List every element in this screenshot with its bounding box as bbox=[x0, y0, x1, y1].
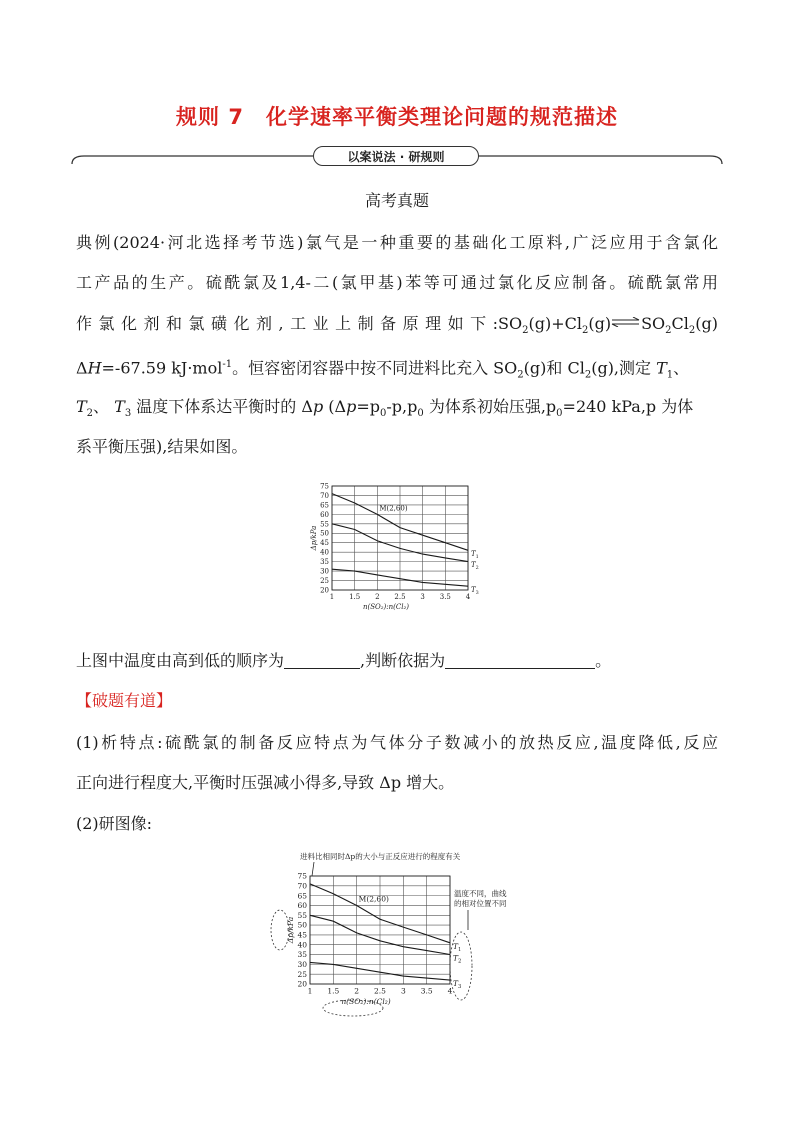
x-tick-label: 2 bbox=[375, 593, 380, 601]
callout-top-pointer bbox=[312, 862, 314, 876]
callout-right-2: 的相对位置不同 bbox=[454, 899, 507, 908]
y-tick-label: 35 bbox=[320, 558, 329, 567]
rule-label: 规则 7 bbox=[176, 105, 244, 129]
y-tick-label: 65 bbox=[320, 501, 329, 510]
hint-line-3: (2)研图像: bbox=[76, 814, 153, 833]
y-tick-label: 30 bbox=[297, 959, 307, 969]
problem-line-6: 系平衡压强),结果如图。 bbox=[76, 437, 248, 456]
y-axis-label: Δp/kPa bbox=[309, 525, 318, 551]
x-tick-label: 3.5 bbox=[420, 986, 433, 996]
series-label-t1: $T_1$ bbox=[471, 549, 479, 560]
line-chart bbox=[290, 478, 495, 628]
x-tick-label: 1 bbox=[307, 986, 313, 996]
answer-blank-order[interactable] bbox=[284, 652, 360, 669]
problem-line-3: 作氯化剂和氯磺化剂,工业上制备原理如下$:SO_2(g)+Cl_2(g)$ $SO_2Cl_2(g)$ bbox=[76, 314, 718, 337]
problem-line-1: 典例(2024·河北选择考节选)氯气是一种重要的基础化工原料,广泛应用于含氯化 bbox=[76, 233, 718, 252]
x-tick-label: 4 bbox=[447, 986, 453, 996]
problem-line-5: $T_2$、 $T_3$ 温度下体系达平衡时的 Δp ($\Delta p=p_0-p,p_0$ 为体系初始压强$,p_0=240$ kPa,p 为体 bbox=[76, 397, 694, 420]
x-tick-label: 3.5 bbox=[439, 593, 451, 601]
equilibrium-arrow-icon bbox=[611, 317, 641, 327]
series-label-t3: $T_3$ bbox=[471, 585, 479, 596]
y-tick-label: 50 bbox=[320, 529, 329, 538]
example-label: 典例 bbox=[76, 233, 114, 252]
callout-top: 进料比相同时Δp的大小与正反应进行的程度有关 bbox=[300, 852, 461, 861]
y-tick-label: 60 bbox=[320, 510, 329, 519]
page-title bbox=[0, 101, 794, 131]
x-tick-label: 1.5 bbox=[327, 986, 340, 996]
callout-right-1: 温度不同，曲线 bbox=[454, 889, 507, 898]
hint-line-1: (1)析特点:硫酰氯的制备反应特点为气体分子数减小的放热反应,温度降低,反应 bbox=[76, 733, 718, 752]
section-badge: 以案说法 · 研规则 bbox=[313, 146, 479, 166]
x-tick-label: 2.5 bbox=[394, 593, 406, 601]
chart-plot bbox=[310, 482, 479, 611]
hint-line-2: 正向进行程度大,平衡时压强减小得多,导致 Δp 增大。 bbox=[76, 773, 455, 792]
series-label-t1: $T_1$ bbox=[453, 941, 462, 953]
reaction-equation: $SO_2(g)+Cl_2(g)$ $SO_2Cl_2(g)$ bbox=[498, 314, 718, 337]
y-tick-label: 40 bbox=[320, 548, 329, 557]
x-tick-label: 2 bbox=[354, 986, 360, 996]
point-annotation: M(2,60) bbox=[379, 504, 408, 513]
y-tick-label: 70 bbox=[297, 881, 307, 891]
x-tick-label: 3 bbox=[400, 986, 406, 996]
y-tick-label: 50 bbox=[297, 920, 307, 930]
point-annotation: M(2,60) bbox=[358, 894, 389, 904]
x-tick-label: 3 bbox=[420, 593, 425, 601]
series-label-t2: $T_2$ bbox=[471, 561, 479, 572]
chart-plot bbox=[286, 872, 462, 1006]
question-line: 上图中温度由高到低的顺序为 ,判断依据为 。 bbox=[76, 651, 612, 670]
answer-blank-reason[interactable] bbox=[445, 652, 595, 669]
y-axis-label: Δp/kPa bbox=[285, 916, 295, 944]
y-tick-label: 70 bbox=[320, 491, 329, 500]
annotated-chart bbox=[268, 848, 508, 1018]
example-source: (2024·河北选择考节选) bbox=[113, 233, 304, 252]
x-axis-label: n(SO₂):n(Cl₂) bbox=[362, 603, 410, 611]
section-heading: 高考真题 bbox=[364, 191, 429, 210]
y-tick-label: 45 bbox=[297, 930, 307, 940]
y-tick-label: 55 bbox=[297, 910, 307, 920]
y-tick-label: 65 bbox=[297, 891, 307, 901]
y-tick-label: 75 bbox=[297, 871, 307, 881]
y-tick-label: 20 bbox=[297, 979, 307, 989]
y-tick-label: 75 bbox=[320, 482, 329, 491]
y-tick-label: 45 bbox=[320, 539, 329, 548]
y-tick-label: 25 bbox=[297, 969, 307, 979]
x-tick-label: 1.5 bbox=[349, 593, 361, 601]
series-label-t2: $T_2$ bbox=[453, 953, 462, 965]
y-tick-label: 35 bbox=[297, 950, 307, 960]
hint-heading: 【破题有道】 bbox=[76, 691, 173, 710]
y-tick-label: 55 bbox=[320, 520, 329, 529]
y-tick-label: 40 bbox=[297, 940, 307, 950]
problem-line-2: 工产品的生产。硫酰氯及1,4-二(氯甲基)苯等可通过氯化反应制备。硫酰氯常用 bbox=[76, 273, 718, 292]
y-tick-label: 25 bbox=[320, 576, 329, 585]
y-tick-label: 60 bbox=[297, 901, 307, 911]
y-tick-label: 30 bbox=[320, 567, 329, 576]
x-tick-label: 4 bbox=[465, 593, 471, 601]
problem-line-4: ΔH=-67.59 kJ·mol$^{-1}$。恒容密闭容器中按不同进料比充入 $SO_2(g)$和 $Cl_2(g)$,测定 $T_1$、 bbox=[76, 358, 690, 381]
x-tick-label: 1 bbox=[329, 593, 335, 601]
rule-title: 化学速率平衡类理论问题的规范描述 bbox=[265, 105, 618, 129]
x-axis-label: n(SO₂):n(Cl₂) bbox=[341, 997, 391, 1006]
y-tick-label: 20 bbox=[320, 586, 329, 595]
x-tick-label: 2.5 bbox=[374, 986, 386, 996]
series-label-t3: $T_3$ bbox=[453, 979, 462, 991]
